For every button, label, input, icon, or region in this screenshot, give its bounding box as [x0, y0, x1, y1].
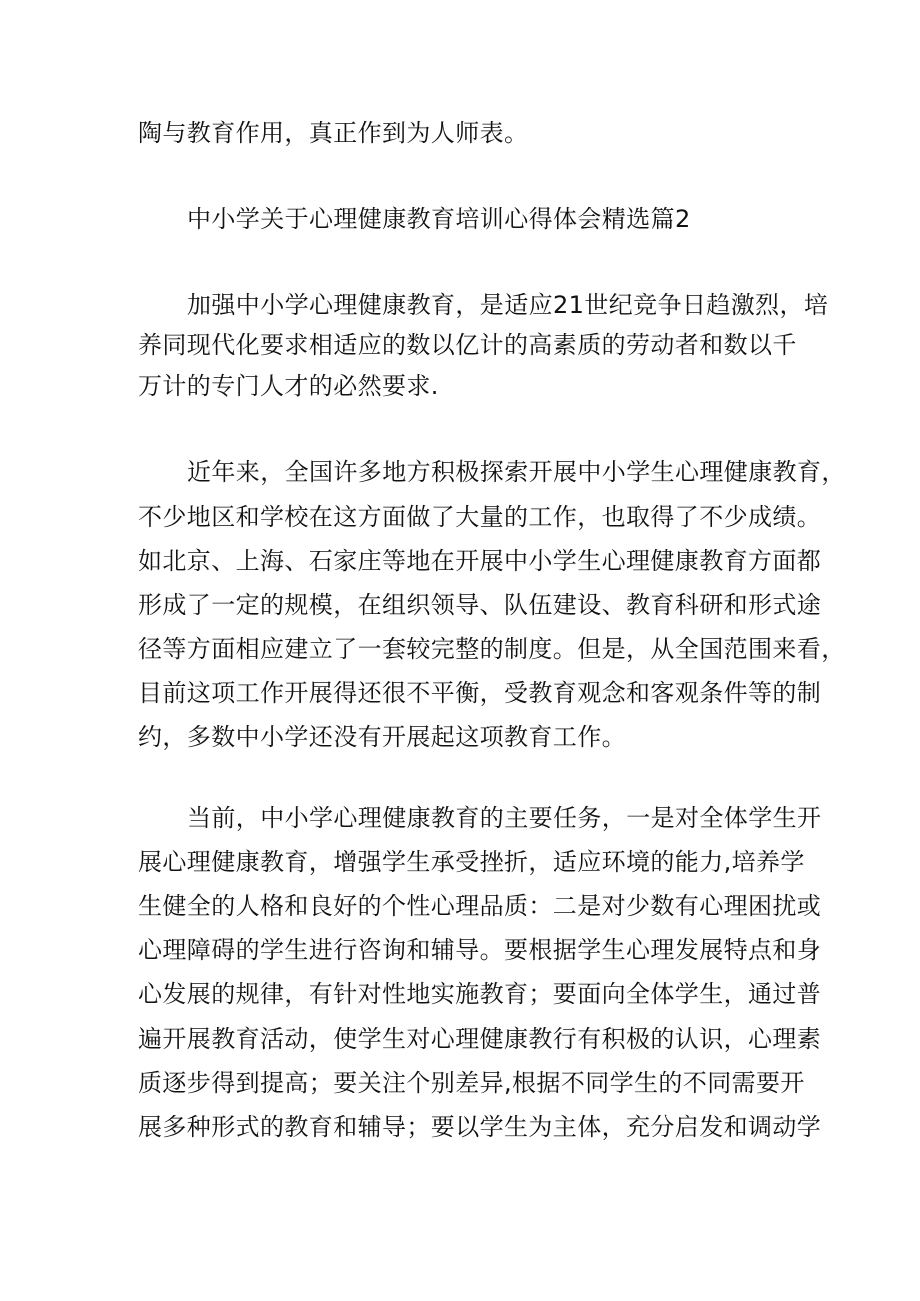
paragraph-line: 加强中小学心理健康教育，是适应21世纪竞争日趋激烈，培: [187, 291, 829, 319]
paragraph-line: 展多种形式的教育和辅导；要以学生为主体，充分启发和调动学: [138, 1113, 822, 1141]
paragraph-line: 形成了一定的规模，在组织领导、队伍建设、教育科研和形式途: [138, 591, 822, 619]
paragraph-line: 如北京、上海、石家庄等地在开展中小学生心理健康教育方面都: [138, 547, 822, 575]
paragraph-line: 目前这项工作开展得还很不平衡，受教育观念和客观条件等的制: [138, 679, 822, 707]
paragraph-line: 当前，中小学心理健康教育的主要任务，一是对全体学生开: [187, 804, 822, 832]
paragraph-line: 径等方面相应建立了一套较完整的制度。但是，从全国范围来看，: [138, 635, 846, 663]
paragraph-line: 万计的专门人才的必然要求.: [138, 372, 439, 400]
paragraph-line: 心发展的规律，有针对性地实施教育；要面向全体学生，通过普: [138, 980, 822, 1008]
paragraph-line: 养同现代化要求相适应的数以亿计的高素质的劳动者和数以千: [138, 331, 797, 359]
section-heading: 中小学关于心理健康教育培训心得体会精选篇2: [187, 205, 691, 233]
paragraph-line: 生健全的人格和良好的个性心理品质：二是对少数有心理困扰或: [138, 892, 822, 920]
paragraph-line: 展心理健康教育，增强学生承受挫折，适应环境的能力,培养学: [138, 848, 805, 876]
paragraph-line: 不少地区和学校在这方面做了大量的工作，也取得了不少成绩。: [138, 503, 822, 531]
paragraph-line: 遍开展教育活动，使学生对心理健康教行有积极的认识，心理素: [138, 1025, 822, 1053]
paragraph-line: 质逐步得到提高；要关注个别差异,根据不同学生的不同需要开: [138, 1069, 805, 1097]
paragraph-line: 约，多数中小学还没有开展起这项教育工作。: [138, 723, 626, 751]
paragraph-line: 近年来，全国许多地方积极探索开展中小学生心理健康教育，: [187, 458, 846, 486]
paragraph-line: 心理障碍的学生进行咨询和辅导。要根据学生心理发展特点和身: [138, 936, 822, 964]
continuation-text: 陶与教育作用，真正作到为人师表。: [138, 119, 529, 147]
